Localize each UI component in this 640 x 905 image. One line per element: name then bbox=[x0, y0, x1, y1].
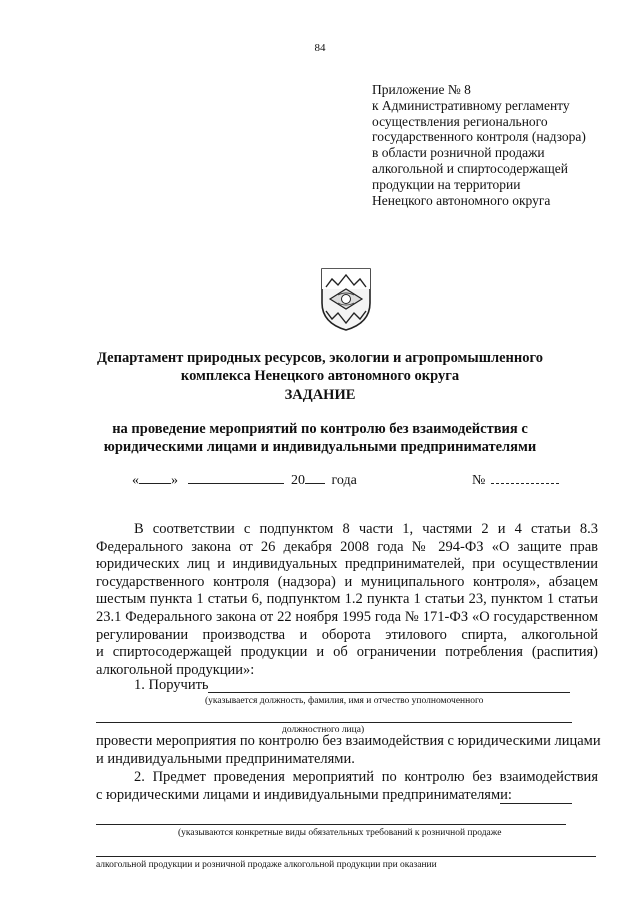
item-2-line: с юридическими лицами и индивидуальными предпринимателями: bbox=[96, 786, 512, 803]
preamble-line: государственного контроля (надзора) и муниципального контроля», абзацем bbox=[96, 573, 598, 590]
assignee-caption-2: должностного лица) bbox=[282, 725, 365, 735]
appendix-line: алкогольной и спиртосодержащей bbox=[372, 160, 569, 176]
preamble-line: шестым пункта 1 статьи 6, подпунктом 1.2 пункта 1 статьи 23, пунктом 1 статьи bbox=[96, 591, 598, 608]
preamble-line: 23.1 Федерального закона от 22 ноября 1995 года № 171-ФЗ «О государственном bbox=[96, 608, 598, 625]
year-suffix: года bbox=[331, 473, 357, 488]
assignee-blank-2[interactable] bbox=[96, 722, 572, 723]
preamble-line: В соответствии с подпунктом 8 части 1, частями 2 и 4 статьи 8.3 bbox=[134, 521, 598, 537]
date-close-quote: » bbox=[171, 473, 178, 488]
number-field bbox=[472, 471, 559, 490]
appendix-line: Приложение № 8 bbox=[372, 82, 471, 97]
preamble-line: алкогольной продукции»: bbox=[96, 661, 255, 678]
number-blank[interactable] bbox=[491, 471, 559, 484]
document-title: ЗАДАНИЕ bbox=[284, 387, 356, 403]
month-blank[interactable] bbox=[188, 471, 284, 484]
appendix-line: в области розничной продажи bbox=[372, 145, 545, 161]
year-prefix: 20 bbox=[291, 473, 305, 488]
item-1-line: провести мероприятия по контролю без взаимодействия с юридическими лицами bbox=[96, 733, 601, 749]
appendix-line: продукции на территории bbox=[372, 176, 521, 192]
preamble-line: и спиртосодержащей продукции и об ограничении потребления (распития) bbox=[96, 644, 598, 661]
subject-blank[interactable] bbox=[96, 824, 566, 825]
item-2-paragraph bbox=[96, 769, 598, 804]
preamble-line: юридических лиц и индивидуальных предпринимателей, при осуществлении bbox=[96, 556, 598, 573]
page-number: 84 bbox=[314, 42, 326, 54]
appendix-line: осуществления регионального bbox=[372, 113, 548, 129]
assignee-caption: (указывается должность, фамилия, имя и отчество уполномоченного bbox=[205, 696, 484, 706]
appendix-reference bbox=[372, 82, 622, 208]
assignee-blank[interactable] bbox=[208, 692, 570, 693]
year-blank[interactable] bbox=[305, 471, 325, 484]
subject-line: юридическими лицами и индивидуальными предпринимателями bbox=[103, 439, 537, 455]
day-blank[interactable] bbox=[139, 471, 171, 484]
appendix-line: государственного контроля (надзора) bbox=[372, 129, 586, 145]
appendix-line: Ненецкого автономного округа bbox=[372, 192, 551, 208]
number-sign: № bbox=[472, 473, 486, 488]
date-field bbox=[132, 471, 357, 490]
item-2-line: 2. Предмет проведения мероприятий по контролю без взаимодействия bbox=[134, 769, 598, 785]
document-subject bbox=[0, 420, 640, 456]
item-1-continuation bbox=[96, 733, 601, 768]
subject-caption: (указываются конкретные виды обязательных требований к розничной продаже bbox=[178, 828, 502, 838]
subject-blank-inline[interactable] bbox=[500, 803, 572, 804]
preamble-line: Федерального закона от 26 декабря 2008 года № 294-ФЗ «О защите прав bbox=[96, 538, 598, 555]
department-line: Департамент природных ресурсов, экологии и агропромышленного bbox=[97, 350, 543, 366]
subject-line: на проведение мероприятий по контролю без взаимодействия с bbox=[112, 421, 528, 437]
date-open-quote: « bbox=[132, 473, 139, 488]
subject-caption-2: алкогольной продукции и розничной продаже алкогольной продукции при оказании bbox=[96, 860, 437, 870]
coat-of-arms-icon bbox=[316, 265, 376, 333]
preamble-paragraph bbox=[96, 521, 598, 679]
department-name bbox=[0, 349, 640, 385]
preamble-line: регулировании производства и оборота этилового спирта, алкогольной bbox=[96, 626, 598, 643]
item-1-line: и индивидуальными предпринимателями. bbox=[96, 750, 355, 767]
subject-blank-2[interactable] bbox=[96, 856, 596, 857]
appendix-line: к Административному регламенту bbox=[372, 97, 570, 113]
item-1-label: 1. Поручить bbox=[134, 677, 209, 693]
department-line: комплекса Ненецкого автономного округа bbox=[180, 368, 460, 384]
